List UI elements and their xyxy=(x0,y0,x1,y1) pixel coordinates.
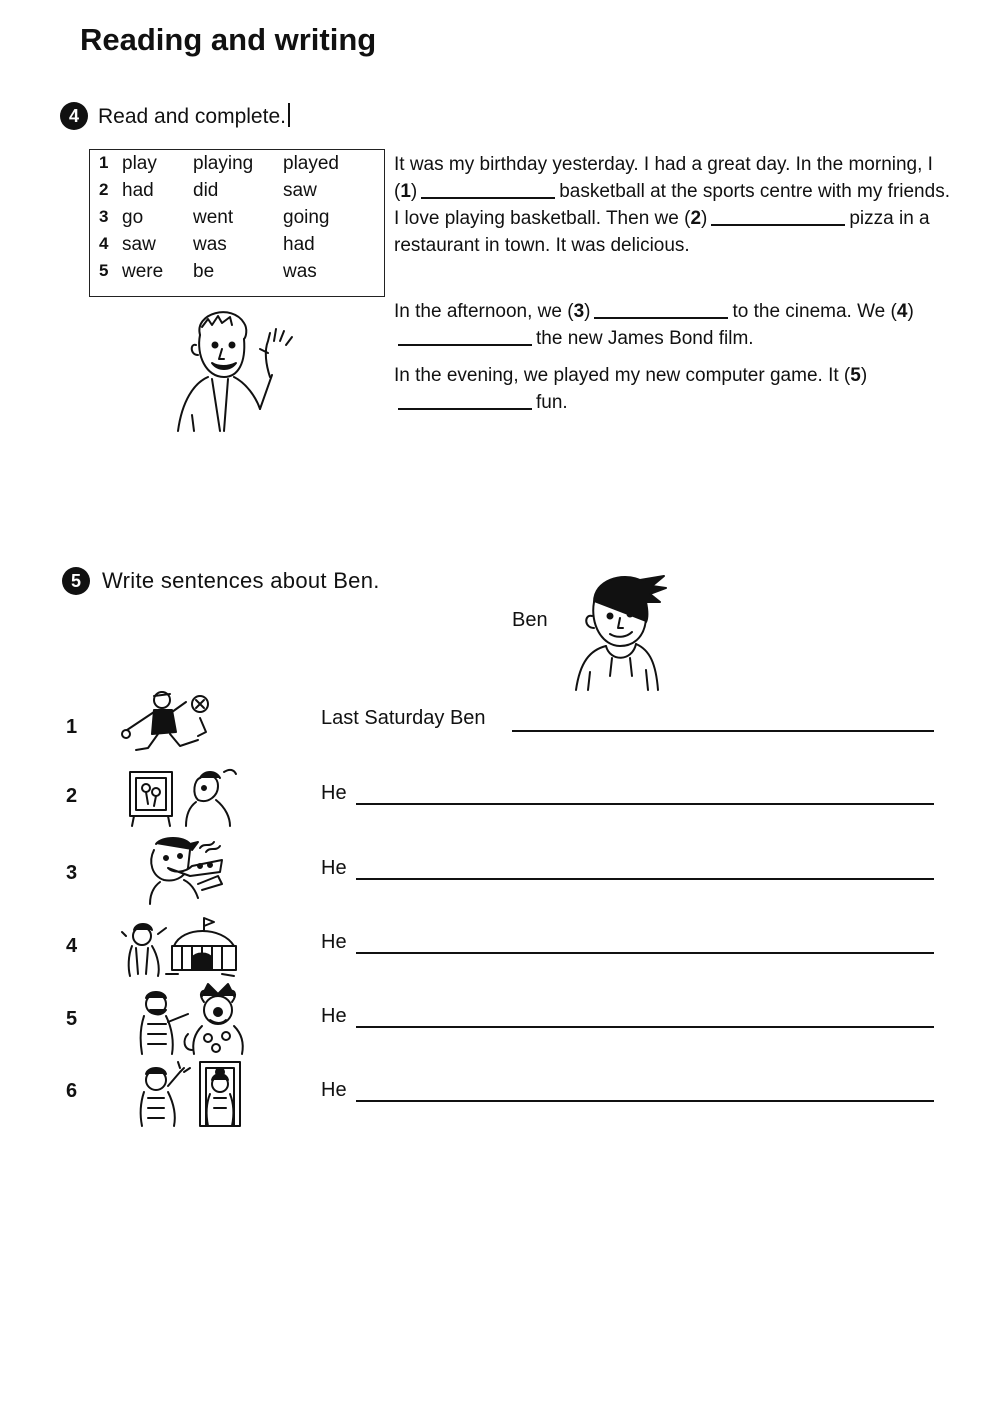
word-option: had xyxy=(283,234,315,255)
word-box xyxy=(89,149,385,297)
word-option: saw xyxy=(283,180,317,201)
word-box-row xyxy=(90,207,384,233)
word-option: be xyxy=(193,261,215,282)
word-box-number: 5 xyxy=(99,261,109,280)
word-option: playing xyxy=(193,153,254,174)
waving-boy-icon xyxy=(172,305,302,435)
word-option: played xyxy=(283,153,339,174)
answer-blank-5[interactable] xyxy=(398,392,532,410)
visiting-grandma-icon xyxy=(134,1058,244,1126)
row-prompt: Last Saturday Ben xyxy=(321,707,486,729)
playing-football-icon xyxy=(118,688,213,754)
word-option: play xyxy=(122,153,157,174)
word-box-number: 4 xyxy=(99,234,109,253)
exercise-4-heading xyxy=(60,102,290,130)
ben-portrait-icon xyxy=(570,572,670,692)
word-option: had xyxy=(122,180,154,201)
row-number: 1 xyxy=(66,716,78,738)
row-prompt: He xyxy=(321,857,347,879)
row-number: 4 xyxy=(66,935,78,957)
eating-pizza-icon xyxy=(140,838,236,904)
row-number: 3 xyxy=(66,862,78,884)
word-option: was xyxy=(283,261,317,282)
exercise-5-heading xyxy=(62,567,380,595)
word-box-row xyxy=(90,261,384,287)
word-option: did xyxy=(193,180,219,201)
row-number: 2 xyxy=(66,785,78,807)
exercise-4-instruction: Read and complete. xyxy=(98,103,290,129)
writing-line[interactable] xyxy=(356,1100,934,1102)
exercise-number-badge: 4 xyxy=(60,102,88,130)
word-box-number: 3 xyxy=(99,207,109,226)
ben-label: Ben xyxy=(512,609,548,631)
word-option: was xyxy=(193,234,227,255)
word-option: were xyxy=(122,261,164,282)
writing-line[interactable] xyxy=(356,1026,934,1028)
word-option: go xyxy=(122,207,144,228)
writing-line[interactable] xyxy=(356,878,934,880)
writing-line[interactable] xyxy=(512,730,934,732)
page-title: Reading and writing xyxy=(80,22,377,57)
word-box-number: 2 xyxy=(99,180,109,199)
row-prompt: He xyxy=(321,1079,347,1101)
exercise-number-badge: 5 xyxy=(62,567,90,595)
word-option: going xyxy=(283,207,330,228)
laughing-at-clown-icon xyxy=(136,984,246,1056)
word-option: saw xyxy=(122,234,156,255)
row-number: 6 xyxy=(66,1080,78,1102)
answer-blank-3[interactable] xyxy=(594,301,728,319)
row-number: 5 xyxy=(66,1008,78,1030)
story-paragraph-3: In the evening, we played my new computer game. It (5)fun. xyxy=(394,365,868,413)
answer-blank-1[interactable] xyxy=(421,181,555,199)
watching-tv-icon xyxy=(126,764,238,828)
writing-line[interactable] xyxy=(356,952,934,954)
writing-line[interactable] xyxy=(356,803,934,805)
story-paragraph-2: In the afternoon, we (3) to the cinema. We (4)the new James Bond film. xyxy=(394,301,914,349)
story-paragraph-1: It was my birthday yesterday. I had a great day. In the morning, I (1) basketball at the sports centre with my friends. I love playing basketball. Then we (2) pizza in a restaurant in town. It was delicious. xyxy=(394,154,950,256)
row-prompt: He xyxy=(321,1005,347,1027)
row-prompt: He xyxy=(321,931,347,953)
word-box-number: 1 xyxy=(99,153,109,172)
going-to-circus-icon xyxy=(122,912,242,978)
word-box-row xyxy=(90,153,384,179)
row-prompt: He xyxy=(321,782,347,804)
word-box-row xyxy=(90,180,384,206)
word-option: went xyxy=(193,207,234,228)
word-box-row xyxy=(90,234,384,260)
text-cursor xyxy=(288,103,290,127)
exercise-5-instruction: Write sentences about Ben. xyxy=(102,568,380,593)
answer-blank-4[interactable] xyxy=(398,328,532,346)
answer-blank-2[interactable] xyxy=(711,208,845,226)
